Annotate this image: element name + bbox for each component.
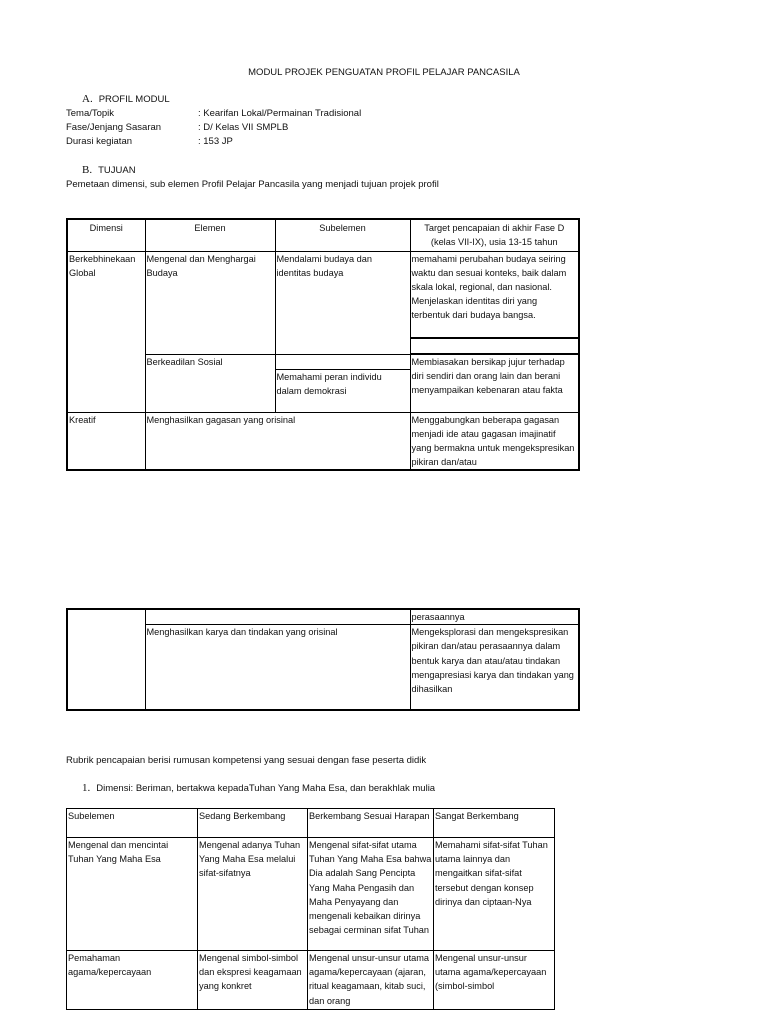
section-b-number: B.	[82, 164, 93, 176]
cell-elemen: Mengenal dan Menghargai Budaya	[145, 251, 275, 354]
mapping-intro: Pemetaan dimensi, sub elemen Profil Pelajar Pancasila yang menjadi tujuan projek profil	[66, 179, 439, 190]
cell-elemen: Berkeadilan Sosial	[145, 354, 275, 412]
header-sangat: Sangat Berkembang	[434, 809, 555, 838]
table-row	[67, 951, 555, 1010]
header-sedang: Sedang Berkembang	[198, 809, 308, 838]
cell-subelemen: Mengenal dan mencintai Tuhan Yang Maha Esa	[67, 838, 198, 951]
profile-key: Durasi kegiatan	[66, 136, 133, 147]
header-subelemen: Subelemen	[67, 809, 198, 838]
profile-row-phase	[66, 121, 288, 135]
cell-elemen: Menghasilkan gagasan yang orisinal	[145, 412, 410, 470]
header-sesuai: Berkembang Sesuai Harapan	[308, 809, 434, 838]
cell-subelemen: Memahami peran individu dalam demokrasi	[275, 369, 410, 412]
cell-target: memahami perubahan budaya seiring waktu dan sesuai konteks, baik dalam skala lokal, regional, dan nasional. Menjelaskan identitas diri yang terbentuk dari budaya bangsa.	[410, 251, 579, 338]
table-row	[67, 838, 555, 951]
table-header-row	[67, 809, 555, 838]
profile-value: : D/ Kelas VII SMPLB	[198, 122, 289, 133]
profile-row-topic	[66, 107, 361, 121]
cell-elemen: Menghasilkan karya dan tindakan yang orisinal	[145, 625, 410, 711]
section-a-number: A.	[82, 93, 93, 105]
cell-target: perasaannya	[410, 609, 579, 625]
table-row	[67, 609, 579, 625]
dimension-1-heading	[82, 781, 435, 796]
cell-dimensi: Kreatif	[67, 412, 145, 470]
header-target: Target pencapaian di akhir Fase D (kelas VII-IX), usia 13-15 tahun	[410, 219, 579, 251]
profile-value: : Kearifan Lokal/Permainan Tradisional	[198, 108, 362, 119]
cell-subelemen-blank	[275, 354, 410, 369]
section-b-heading	[82, 163, 136, 178]
header-subelemen: Subelemen	[275, 219, 410, 251]
profile-key: Fase/Jenjang Sasaran	[66, 122, 162, 133]
cell-sesuai: Mengenal unsur-unsur utama agama/kepercayaan (ajaran, ritual keagamaan, kitab suci, dan orang	[308, 951, 434, 1010]
profile-value: : 153 JP	[198, 136, 233, 147]
cell-dimensi: Berkebhinekaan Global	[67, 251, 145, 412]
table-row	[67, 251, 579, 338]
rubric-table	[66, 808, 555, 1010]
cell-sangat: Mengenal unsur-unsur utama agama/kepercayaan (simbol-simbol	[434, 951, 555, 1010]
section-a-label: PROFIL MODUL	[98, 94, 170, 105]
cell-sesuai: Mengenal sifat-sifat utama Tuhan Yang Maha Esa bahwa Dia adalah Sang Pencipta Yang Maha Pengasih dan Maha Penyayang dan mengenali kebaikan dirinya sebagai cerminan sifat Tuhan	[308, 838, 434, 951]
dimension-table	[66, 218, 580, 471]
header-elemen: Elemen	[145, 219, 275, 251]
section-a-heading	[82, 92, 170, 107]
rubric-intro: Rubrik pencapaian berisi rumusan kompetensi yang sesuai dengan fase peserta didik	[66, 755, 427, 766]
cell-target: Membiasakan bersikap jujur terhadap diri sendiri dan orang lain dan berani menyampaikan kebenaran atau fakta	[410, 354, 579, 412]
document-title: MODUL PROJEK PENGUATAN PROFIL PELAJAR PANCASILA	[248, 67, 520, 78]
cell-sangat: Memahami sifat-sifat Tuhan utama lainnya dan mengaitkan sifat-sifat tersebut dengan konsep dirinya dan ciptaan-Nya	[434, 838, 555, 951]
section-b-label: TUJUAN	[98, 165, 136, 176]
cell-target: Menggabungkan beberapa gagasan menjadi ide atau gagasan imajinatif yang bermakna untuk mengekspresikan pikiran dan/atau	[410, 412, 579, 470]
cell-subelemen: Mendalami budaya dan identitas budaya	[275, 251, 410, 354]
cell-dimensi-blank	[67, 609, 145, 710]
table-header-row	[67, 219, 579, 251]
cell-sedang: Mengenal simbol-simbol dan ekspresi keagamaan yang konkret	[198, 951, 308, 1010]
dimension-table-continued	[66, 608, 580, 711]
dimension-1-number: 1.	[82, 782, 91, 794]
dimension-1-label: Dimensi: Beriman, bertakwa kepadaTuhan Yang Maha Esa, dan berakhlak mulia	[96, 783, 436, 794]
cell-elemen-blank	[145, 609, 410, 625]
profile-row-duration	[66, 135, 233, 149]
header-dimensi: Dimensi	[67, 219, 145, 251]
cell-target: Mengeksplorasi dan mengekspresikan pikiran dan/atau perasaannya dalam bentuk karya dan atau/atau tindakan mengapresiasi karya dan tindakan yang dihasilkan	[410, 625, 579, 711]
cell-sedang: Mengenal adanya Tuhan Yang Maha Esa melalui sifat-sifatnya	[198, 838, 308, 951]
table-row	[67, 412, 579, 470]
cell-target-blank	[410, 338, 579, 354]
profile-key: Tema/Topik	[66, 108, 115, 119]
cell-subelemen: Pemahaman agama/kepercayaan	[67, 951, 198, 1010]
